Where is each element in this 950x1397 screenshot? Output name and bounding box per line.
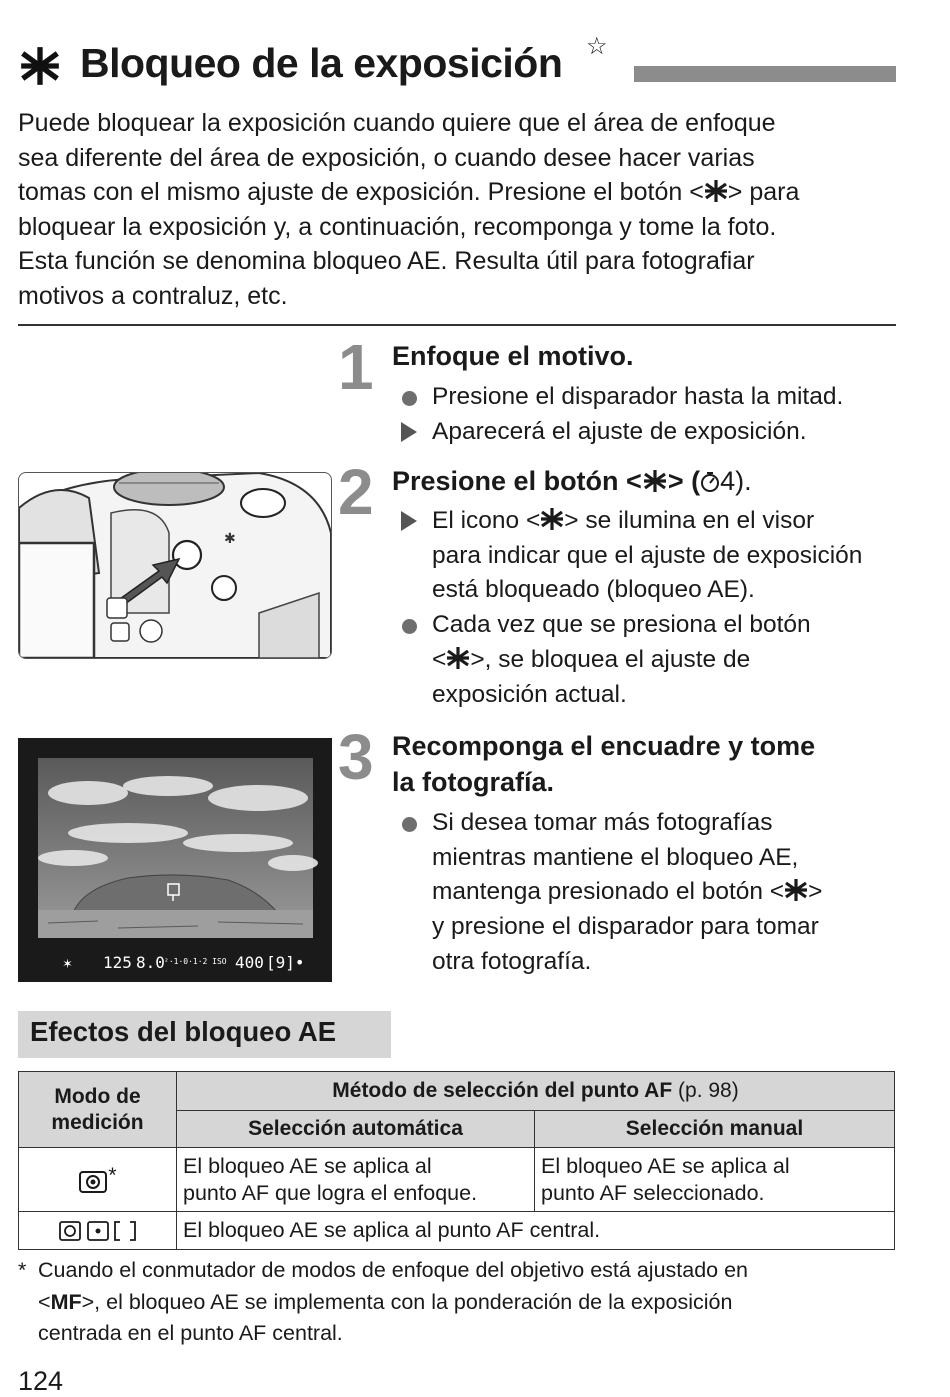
camera-ae-button-illustration bbox=[18, 472, 332, 659]
table-cell: El bloqueo AE se aplica al punto AF que logra el enfoque. bbox=[177, 1148, 535, 1212]
step-heading: Enfoque el motivo. bbox=[392, 341, 634, 371]
viewfinder-shots: [9]• bbox=[266, 953, 305, 972]
step-heading: Recomponga el encuadre y tome la fotografía. bbox=[392, 731, 816, 797]
center-weighted-metering-icon bbox=[114, 1221, 136, 1241]
title-row bbox=[18, 33, 898, 92]
intro-line: Esta función se denomina bloqueo AE. Resulta útil para fotografiar bbox=[18, 247, 755, 275]
bullet-dot-icon bbox=[402, 817, 417, 832]
bullet-item: Si desea tomar más fotografías mientras mantiene el bloqueo AE, mantenga presionado el botón < > y presione el disparador para tomar otra fotografía. bbox=[392, 806, 902, 980]
step-1 bbox=[392, 338, 902, 449]
table-cell: El bloqueo AE se aplica al punto AF central. bbox=[177, 1212, 895, 1250]
ae-effects-table bbox=[18, 1071, 895, 1250]
intro-line: Puede bloquear la exposición cuando quiere que el área de enfoque bbox=[18, 109, 776, 137]
viewfinder-ae-star: ✶ bbox=[63, 954, 73, 972]
intro-paragraph bbox=[18, 106, 898, 313]
ae-lock-icon bbox=[18, 44, 62, 88]
step-number: 2 bbox=[338, 456, 374, 528]
spot-metering-icon bbox=[87, 1221, 109, 1241]
intro-line: tomas con el mismo ajuste de exposición. Presione el botón < > para bbox=[18, 178, 800, 206]
step-heading: Presione el botón < > ( 4). bbox=[392, 466, 752, 496]
page-number: 124 bbox=[18, 1366, 64, 1396]
svg-text:✱: ✱ bbox=[224, 530, 236, 546]
page-title: Bloqueo de la exposición bbox=[80, 40, 563, 86]
bullet-item: El icono < > se ilumina en el visor para indicar que el ajuste de exposición está bloqueado (bloqueo AE). bbox=[392, 504, 902, 608]
ae-lock-icon bbox=[446, 647, 470, 669]
advanced-star-icon: ☆ bbox=[586, 33, 608, 60]
result-triangle-icon bbox=[401, 422, 417, 442]
viewfinder-exposure-scale: ²·1·0·1·2 ISO bbox=[164, 957, 227, 966]
table-cell: El bloqueo AE se aplica al punto AF seleccionado. bbox=[535, 1148, 895, 1212]
table-header-mode: Modo de medición bbox=[19, 1072, 177, 1148]
ae-lock-icon bbox=[784, 879, 808, 901]
bullet-dot-icon bbox=[402, 391, 417, 406]
step-number: 1 bbox=[338, 331, 374, 403]
intro-line: motivos a contraluz, etc. bbox=[18, 281, 288, 310]
ae-lock-icon bbox=[540, 508, 564, 530]
viewfinder-aperture: 8.0 bbox=[136, 953, 165, 972]
bullet-item: Presione el disparador hasta la mitad. bbox=[392, 380, 902, 415]
table-header-method: Método de selección del punto AF (p. 98) bbox=[177, 1072, 895, 1111]
intro-line: sea diferente del área de exposición, o cuando desee hacer varias bbox=[18, 143, 755, 172]
table-header-auto: Selección automática bbox=[177, 1111, 535, 1148]
bullet-item: Aparecerá el ajuste de exposición. bbox=[392, 415, 902, 450]
step-number: 3 bbox=[338, 721, 374, 793]
bullet-dot-icon bbox=[402, 619, 417, 634]
evaluative-metering-icon bbox=[78, 1169, 108, 1195]
viewfinder-shutter: 125 bbox=[103, 953, 132, 972]
ae-lock-icon bbox=[704, 180, 728, 202]
table-cell-mode bbox=[19, 1212, 177, 1250]
result-triangle-icon bbox=[401, 511, 417, 531]
table-cell-mode: * bbox=[19, 1148, 177, 1212]
step-3 bbox=[392, 728, 902, 980]
title-decoration-bar bbox=[634, 66, 896, 82]
section-heading-ae-effects: Efectos del bloqueo AE bbox=[18, 1011, 391, 1058]
step-2 bbox=[392, 463, 902, 712]
bullet-item: Cada vez que se presiona el botón < >, se bloquea el ajuste de exposición actual. bbox=[392, 608, 902, 712]
intro-line: bloquear la exposición y, a continuación, recomponga y tome la foto. bbox=[18, 212, 777, 241]
footnote: * Cuando el conmutador de modos de enfoque del objetivo está ajustado en <MF>, el bloqueo AE se implementa con la ponderación de la exposición centrada en el punto AF central. bbox=[18, 1258, 749, 1345]
timer-icon bbox=[700, 471, 720, 493]
viewfinder-illustration bbox=[18, 738, 332, 982]
table-header-manual: Selección manual bbox=[535, 1111, 895, 1148]
partial-metering-icon bbox=[59, 1221, 81, 1241]
section-divider bbox=[18, 324, 896, 326]
ae-lock-icon bbox=[642, 469, 668, 493]
viewfinder-iso: 400 bbox=[235, 953, 264, 972]
